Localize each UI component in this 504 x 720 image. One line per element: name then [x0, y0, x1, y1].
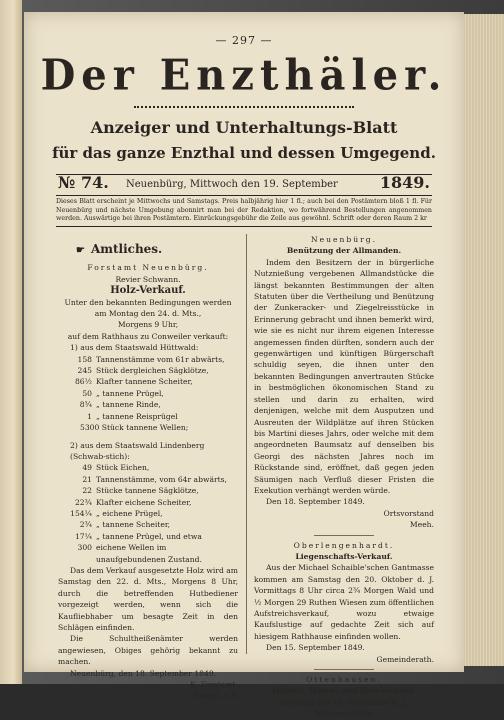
item-desc: „ tannene Reisprügel	[96, 411, 178, 421]
list-item	[58, 399, 238, 410]
signature-name: Riegel, A.V.	[194, 691, 238, 701]
intro-line: am Montag den 24. d. Mts.,	[94, 309, 202, 319]
paragraph: Aus der Michael Schaible'schen Gantmasse kommen am Samstag den 20. Oktober d. J. Vormittags 8 Uhr circa 2¾ Morgen Wald und ½ Morgen 29 Ruthen Wiesen zum öffentlichen Aufstreichsverkauf, wozu etwaige Kaufslustige auf gedachte Zeit sich auf hiesigem Rathhause einfinden wollen.	[254, 563, 434, 641]
item-desc: Stücke tannene Sägklötze,	[96, 486, 199, 496]
intro-line: Morgens 9 Uhr,	[117, 320, 179, 330]
subscription-notice: Dieses Blatt erscheint je Mittwochs und Samstags. Preis halbjährig hier 1 fl.; auch bei den Postämtern bloß 1 fl. Für Neuenbürg und nächste Umgebung abonnirt man bei der Redaktion, wo fortwährend Bestellungen angenommen werden. Auswärtige bei ihren Postämtern. Einrückungsgebühr die Zeile aus gewöhnl. Schrift oder deren Raum 2 kr	[56, 198, 432, 223]
issue-year: 1849.	[379, 173, 430, 192]
notice-title: Dinkel-, Haber- und Heu-Verkauf.	[272, 686, 416, 696]
section-label: Amtliches.	[90, 242, 163, 256]
item-desc: „ tannene Rinde,	[96, 400, 161, 410]
item-desc: „ eichene Prügel,	[96, 508, 163, 518]
left-column	[58, 234, 238, 702]
list-item	[58, 508, 238, 519]
masthead-rule	[134, 106, 354, 108]
list-item	[58, 462, 238, 473]
item-qty: 49	[82, 463, 92, 473]
newspaper-page	[24, 12, 464, 719]
place-name: Ottenhausen.	[306, 675, 382, 685]
list-item	[58, 365, 238, 376]
notice-title: Holz-Verkauf.	[110, 285, 186, 297]
list-item	[58, 519, 238, 530]
dateline-bar	[56, 174, 432, 196]
item-desc: Stück Eichen,	[96, 463, 150, 473]
item-desc: Tannenstämme, vom 64r abwärts,	[96, 474, 227, 484]
list-item	[58, 354, 238, 365]
page-edges	[463, 14, 504, 666]
item-desc: „ tannene Scheiter,	[96, 520, 171, 530]
office-name: Forstamt Neuenbürg.	[87, 263, 209, 273]
lot-heading: 2) aus dem Staatswald Lindenberg (Schwab-stich):	[70, 440, 205, 461]
notice-title: Benützung der Allmanden.	[286, 246, 402, 256]
notice-rule	[56, 226, 432, 227]
item-qty: 1	[87, 411, 92, 421]
notice-date: Den 18. September 1849.	[266, 497, 365, 507]
item-desc: Stück dergleichen Sägklötze,	[96, 366, 209, 376]
separator	[314, 669, 374, 670]
item-qty: 17¼	[74, 531, 92, 541]
book-spine	[0, 0, 22, 684]
signature-office: K. Forstamt.	[190, 680, 238, 690]
notice-date: Den 15. September 1849.	[266, 643, 365, 653]
section-heading	[58, 244, 238, 256]
pointing-hand-icon: ☛	[76, 245, 85, 256]
intro-line: Unter den bekannten Bedingungen werden	[64, 297, 232, 307]
place-name: Oberlengenhardt.	[293, 540, 395, 550]
issue-number: № 74.	[58, 173, 109, 192]
list-item	[58, 376, 238, 387]
item-desc: Tannenstämme vom 61r abwärts,	[96, 354, 225, 364]
signature-office: Ortsvorstand	[383, 508, 434, 518]
item-desc: Klafter eichene Scheiter,	[96, 497, 192, 507]
list-item	[58, 474, 238, 485]
item-qty: 22¾	[74, 497, 92, 507]
paragraph: Dienstag den 25. September d. J.,	[279, 697, 409, 707]
item-qty: 22	[82, 486, 92, 496]
item-desc: „ tannene Prügel,	[96, 388, 164, 398]
notice-title: Liegenschafts-Verkauf.	[295, 551, 393, 561]
column-divider	[246, 234, 247, 654]
intro-line: auf dem Rathhaus zu Conweiler verkauft:	[67, 331, 229, 341]
place-name: Neuenbürg.	[310, 235, 378, 244]
paragraph: Morgens 9 Uhr	[314, 709, 374, 719]
paragraph: Indem den Besitzern der in bürgerliche Nutznießung vergebenen Allmandstücke die längst bekannten Bestimmungen der alten Statuten über die Vertheilung und Benützung der Zunkeracker- und Ziegelreisstücke in Erinnerung gebracht und ihnen bemerkt wird, wie sie es nicht nur ihrem eigenen Interesse angemessen finden dürften, sondern auch der gegenwärtigen und künftigen Bürgerschaft schuldig seyen, die ihnen unter den bekannten Bedingungen anvertrauten Stücke in bestmöglichen ökonomischen Stand zu stellen und darin zu erhalten, wird denjenigen, welche mit dem Ausputzen und Ausreuten der Wildplätze auf ihren Stücken bis Martini dieses Jahrs, oder welche mit dem angeordneten Baumsatz auf denselben bis Georgi des nächsten Jahres noch im Rückstande sind, eröffnet, daß gegen jeden Säumigen nach Verfluß dieser Fristen die Exekution verhängt werden würde.	[254, 257, 434, 495]
item-qty: 245	[77, 366, 92, 376]
dateline-text: Neuenbürg, Mittwoch den 19. September	[126, 179, 338, 190]
item-qty: 154¼	[70, 508, 92, 518]
item-desc: eichene Wellen im unaufgebundenen Zustand.	[96, 543, 202, 564]
signature-office: Gemeinderath.	[376, 654, 434, 664]
notice-date: Neuenbürg, den 18. September 1849.	[70, 668, 217, 678]
item-qty: 50	[82, 388, 92, 398]
masthead-title: Der Enzthäler.	[40, 50, 448, 101]
district-name: Revier Schwann.	[115, 274, 181, 284]
lot-heading: 1) aus dem Staatswald Hüttwald:	[70, 343, 199, 353]
list-item	[58, 531, 238, 542]
item-qty: 8¾	[79, 400, 92, 410]
paragraph: Die Schultheißenämter werden angewiesen, Obiges gehörig bekannt zu machen.	[58, 634, 238, 667]
right-column	[254, 234, 434, 720]
subtitle-line-1: Anzeiger und Unterhaltungs-Blatt	[90, 118, 398, 137]
list-item	[58, 411, 238, 422]
item-qty: 2¾	[79, 520, 92, 530]
list-item	[58, 497, 238, 508]
item-qty: 158	[77, 354, 92, 364]
paragraph: Das dem Verkauf ausgesetzte Holz wird am Samstag den 22. d. Mts., Morgens 8 Uhr, durch die betreffenden Hutbediener vorgezeigt werden, wenn sich die Kaufliebhaber um besagte Zeit in den Schlägen einfinden.	[58, 565, 238, 632]
list-item	[58, 388, 238, 399]
signature-name: Meeh.	[409, 520, 434, 530]
list-item	[58, 485, 238, 496]
item-qty: 300	[77, 543, 92, 553]
item-desc: Klafter tannene Scheiter,	[96, 377, 193, 387]
list-total: 5300 Stück tannene Wellen;	[80, 423, 189, 433]
item-qty: 86½	[74, 377, 92, 387]
subtitle-line-2: für das ganze Enzthal und dessen Umgegend.	[52, 144, 436, 162]
page-number: — 297 —	[215, 34, 273, 47]
list-item	[58, 542, 238, 565]
item-desc: „ tannene Prügel, und etwa	[96, 531, 202, 541]
separator	[314, 535, 374, 536]
item-qty: 21	[82, 474, 92, 484]
